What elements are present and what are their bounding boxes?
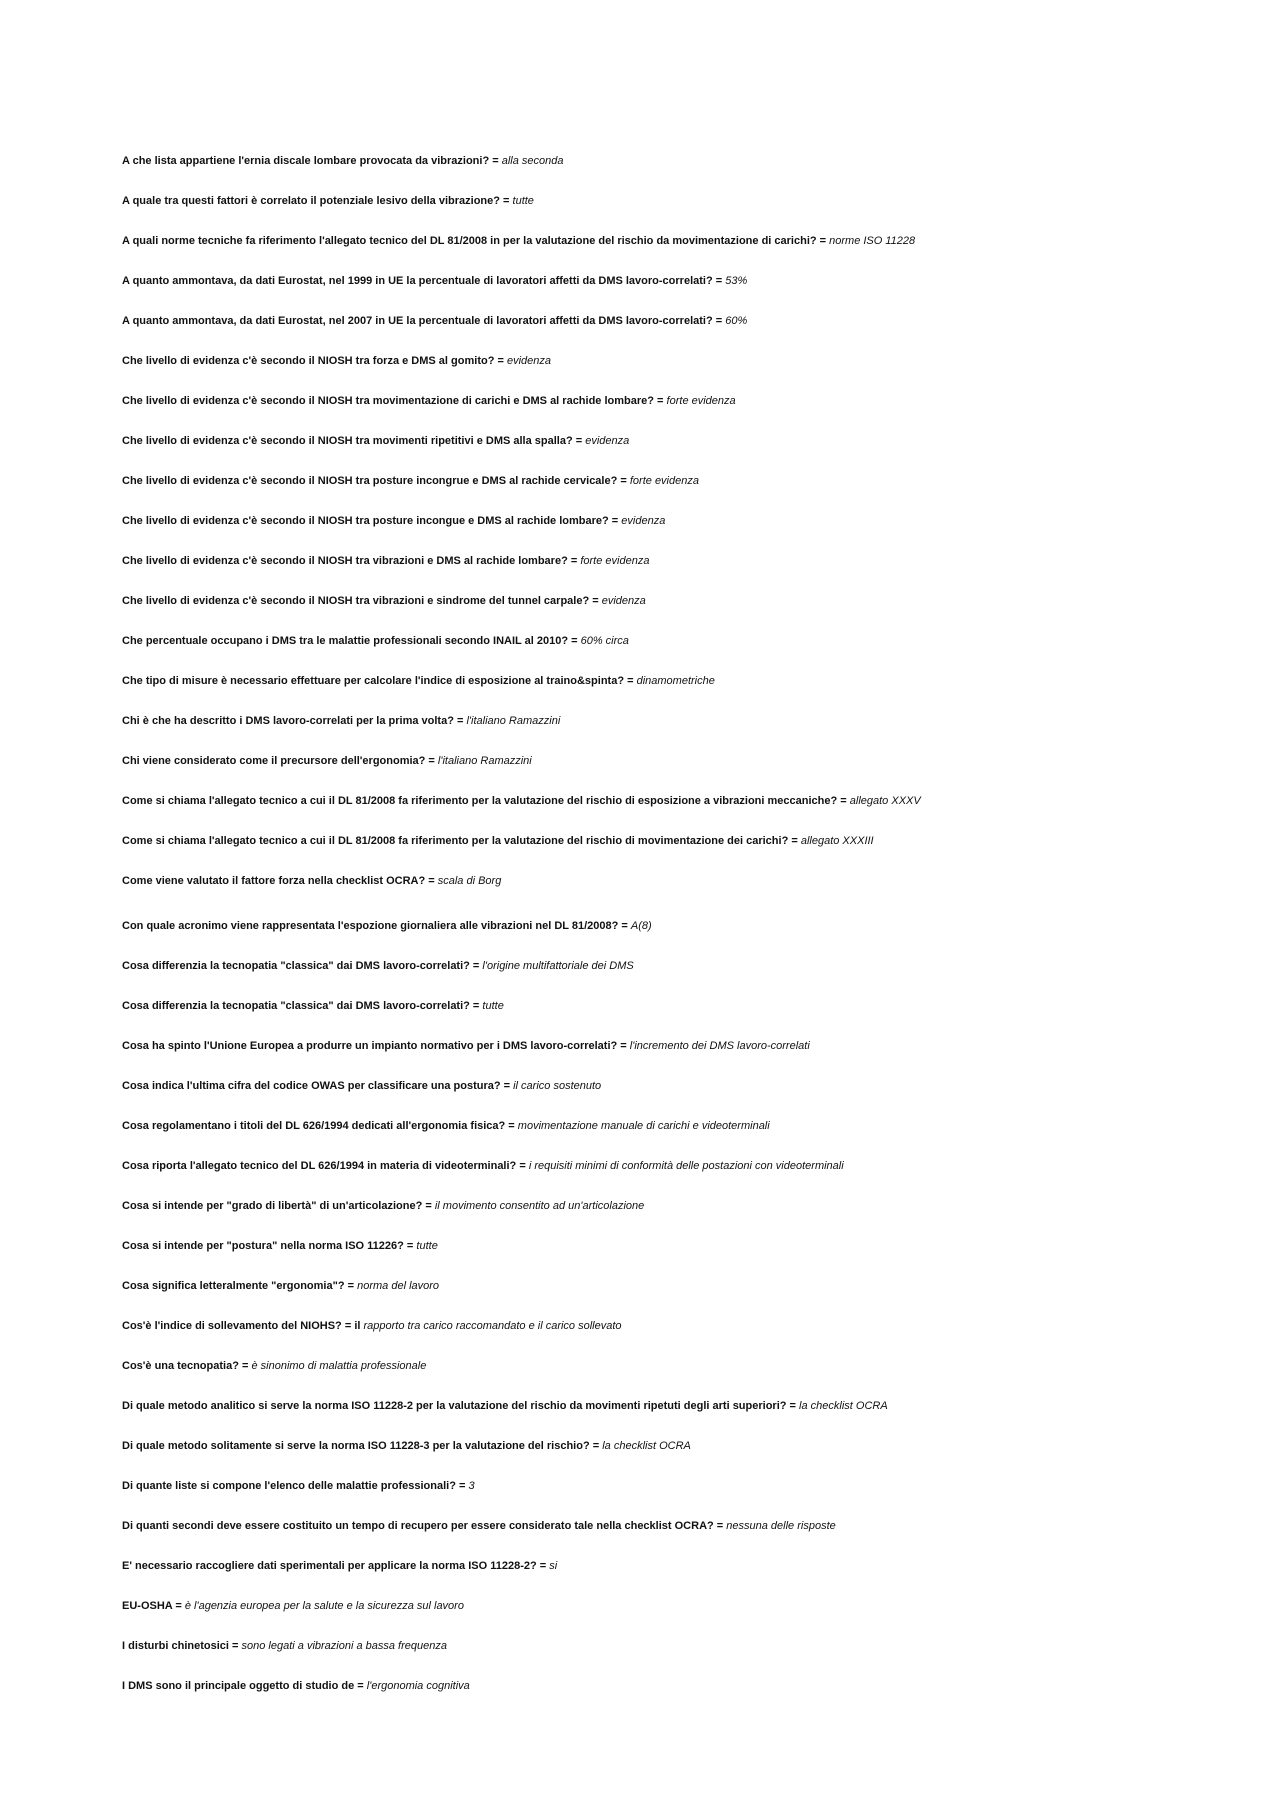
qa-item	[122, 390, 1222, 430]
question-text: Cosa differenzia la tecnopatia "classica" dai DMS lavoro-correlati? =	[122, 960, 480, 972]
qa-item	[122, 150, 1222, 190]
answer-text: 53%	[725, 275, 748, 287]
answer-text: evidenza	[601, 595, 646, 607]
answer-text: alla seconda	[501, 155, 564, 167]
question-text: Che livello di evidenza c'è secondo il NIOSH tra posture incongue e DMS al rachide lombare? =	[122, 515, 619, 527]
question-text: Cosa differenzia la tecnopatia "classica" dai DMS lavoro-correlati? =	[122, 1000, 480, 1012]
question-text: Che livello di evidenza c'è secondo il NIOSH tra forza e DMS al gomito? =	[122, 355, 504, 367]
qa-item	[122, 955, 1222, 995]
answer-text: tutte	[482, 1000, 504, 1012]
question-text: Chi viene considerato come il precursore dell'ergonomia? =	[122, 755, 435, 767]
question-text: Di quale metodo solitamente si serve la norma ISO 11228-3 per la valutazione del rischio? =	[122, 1440, 600, 1452]
answer-text: 3	[468, 1480, 475, 1492]
qa-item	[122, 710, 1222, 750]
answer-text: tutte	[416, 1240, 438, 1252]
answer-text: il movimento consentito ad un'articolazione	[434, 1200, 645, 1212]
question-text: Cos'è l'indice di sollevamento del NIOHS? = il	[122, 1320, 361, 1332]
question-text: Cosa indica l'ultima cifra del codice OWAS per classificare una postura? =	[122, 1080, 511, 1092]
qa-item	[122, 750, 1222, 790]
question-text: Di quante liste si compone l'elenco delle malattie professionali? =	[122, 1480, 466, 1492]
answer-text: l'incremento dei DMS lavoro-correlati	[629, 1040, 810, 1052]
qa-item	[122, 1675, 1222, 1715]
qa-item	[122, 1435, 1222, 1475]
answer-text: 60% circa	[580, 635, 629, 647]
answer-text: forte evidenza	[666, 395, 736, 407]
answer-text: evidenza	[621, 515, 666, 527]
answer-text: norme ISO 11228	[829, 235, 916, 247]
qa-item	[122, 1035, 1222, 1075]
qa-item	[122, 430, 1222, 470]
answer-text: l'italiano Ramazzini	[466, 715, 561, 727]
question-text: Chi è che ha descritto i DMS lavoro-correlati per la prima volta? =	[122, 715, 464, 727]
qa-item	[122, 550, 1222, 590]
qa-item	[122, 510, 1222, 550]
answer-text: sono legati a vibrazioni a bassa frequenza	[241, 1640, 447, 1652]
qa-item	[122, 1635, 1222, 1675]
qa-item	[122, 310, 1222, 350]
question-text: Cosa si intende per "grado di libertà" di un'articolazione? =	[122, 1200, 432, 1212]
qa-item	[122, 670, 1222, 710]
question-text: E' necessario raccogliere dati sperimentali per applicare la norma ISO 11228-2? =	[122, 1560, 547, 1572]
qa-item	[122, 790, 1222, 830]
qa-item	[122, 1195, 1222, 1235]
answer-text: allegato XXXIII	[800, 835, 874, 847]
qa-item	[122, 1355, 1222, 1395]
answer-text: A(8)	[630, 920, 652, 932]
question-text: A quali norme tecniche fa riferimento l'allegato tecnico del DL 81/2008 in per la valutazione del rischio da movimentazione di carichi? =	[122, 235, 827, 247]
answer-text: il carico sostenuto	[513, 1080, 602, 1092]
question-text: I disturbi chinetosici =	[122, 1640, 239, 1652]
answer-text: norma del lavoro	[357, 1280, 440, 1292]
question-text: Cosa ha spinto l'Unione Europea a produrre un impianto normativo per i DMS lavoro-correlati? =	[122, 1040, 627, 1052]
answer-text: l'italiano Ramazzini	[437, 755, 532, 767]
qa-item	[122, 915, 1222, 955]
qa-item	[122, 190, 1222, 230]
question-text: EU-OSHA =	[122, 1600, 182, 1612]
answer-text: l'ergonomia cognitiva	[366, 1680, 470, 1692]
qa-item	[122, 470, 1222, 510]
answer-text: 60%	[725, 315, 748, 327]
answer-text: rapporto tra carico raccomandato e il carico sollevato	[363, 1320, 622, 1332]
answer-text: è l'agenzia europea per la salute e la sicurezza sul lavoro	[184, 1600, 464, 1612]
question-text: Di quale metodo analitico si serve la norma ISO 11228-2 per la valutazione del rischio da movimenti ripetuti degli arti superiori? =	[122, 1400, 796, 1412]
qa-item	[122, 350, 1222, 390]
question-text: Che tipo di misure è necessario effettuare per calcolare l'indice di esposizione al traino&spinta? =	[122, 675, 634, 687]
qa-item	[122, 1395, 1222, 1435]
qa-item	[122, 870, 1222, 915]
qa-item	[122, 1155, 1222, 1195]
qa-item	[122, 1275, 1222, 1315]
question-text: Cosa riporta l'allegato tecnico del DL 626/1994 in materia di videoterminali? =	[122, 1160, 526, 1172]
question-text: Che livello di evidenza c'è secondo il NIOSH tra movimentazione di carichi e DMS al rachide lombare? =	[122, 395, 664, 407]
qa-item	[122, 630, 1222, 670]
question-text: Cosa significa letteralmente "ergonomia"? =	[122, 1280, 355, 1292]
qa-item	[122, 1555, 1222, 1595]
answer-text: evidenza	[506, 355, 552, 367]
question-text: Cos'è una tecnopatia? =	[122, 1360, 249, 1372]
qa-item	[122, 995, 1222, 1035]
qa-item	[122, 830, 1222, 870]
answer-text: la checklist OCRA	[799, 1400, 888, 1412]
qa-item	[122, 1475, 1222, 1515]
qa-item	[122, 1075, 1222, 1115]
answer-text: scala di Borg	[437, 875, 502, 887]
answer-text: evidenza	[585, 435, 630, 447]
qa-item	[122, 1595, 1222, 1635]
question-text: Come si chiama l'allegato tecnico a cui il DL 81/2008 fa riferimento per la valutazione del rischio di esposizione a vibrazioni meccaniche? =	[122, 795, 847, 807]
question-text: A che lista appartiene l'ernia discale lombare provocata da vibrazioni? =	[122, 155, 499, 167]
answer-text: i requisiti minimi di conformità delle postazioni con videoterminali	[528, 1160, 844, 1172]
answer-text: movimentazione manuale di carichi e videoterminali	[517, 1120, 770, 1132]
question-text: Che livello di evidenza c'è secondo il NIOSH tra vibrazioni e sindrome del tunnel carpale? =	[122, 595, 599, 607]
answer-text: tutte	[512, 195, 534, 207]
answer-text: è sinonimo di malattia professionale	[251, 1360, 427, 1372]
question-text: Cosa regolamentano i titoli del DL 626/1994 dedicati all'ergonomia fisica? =	[122, 1120, 515, 1132]
answer-text: la checklist OCRA	[602, 1440, 691, 1452]
question-text: Con quale acronimo viene rappresentata l'espozione giornaliera alle vibrazioni nel DL 81/2008? =	[122, 920, 628, 932]
qa-item	[122, 230, 1222, 270]
answer-text: nessuna delle risposte	[726, 1520, 836, 1532]
question-text: A quanto ammontava, da dati Eurostat, nel 2007 in UE la percentuale di lavoratori affetti da DMS lavoro-correlati? =	[122, 315, 723, 327]
question-text: Come si chiama l'allegato tecnico a cui il DL 81/2008 fa riferimento per la valutazione del rischio di movimentazione dei carichi? =	[122, 835, 798, 847]
answer-text: forte evidenza	[580, 555, 650, 567]
question-text: A quale tra questi fattori è correlato il potenziale lesivo della vibrazione? =	[122, 195, 510, 207]
qa-item	[122, 1235, 1222, 1275]
question-text: Che livello di evidenza c'è secondo il NIOSH tra movimenti ripetitivi e DMS alla spalla? =	[122, 435, 583, 447]
answer-text: dinamometriche	[636, 675, 715, 687]
question-text: I DMS sono il principale oggetto di studio de =	[122, 1680, 364, 1692]
question-text: Di quanti secondi deve essere costituito un tempo di recupero per essere considerato tale nella checklist OCRA? =	[122, 1520, 724, 1532]
answer-text: si	[549, 1560, 558, 1572]
question-text: Cosa si intende per "postura" nella norma ISO 11226? =	[122, 1240, 414, 1252]
qa-item	[122, 270, 1222, 310]
qa-item	[122, 1115, 1222, 1155]
question-text: Che livello di evidenza c'è secondo il NIOSH tra posture incongrue e DMS al rachide cervicale? =	[122, 475, 627, 487]
qa-item	[122, 1515, 1222, 1555]
question-text: Che percentuale occupano i DMS tra le malattie professionali secondo INAIL al 2010? =	[122, 635, 578, 647]
question-text: A quanto ammontava, da dati Eurostat, nel 1999 in UE la percentuale di lavoratori affetti da DMS lavoro-correlati? =	[122, 275, 723, 287]
question-text: Che livello di evidenza c'è secondo il NIOSH tra vibrazioni e DMS al rachide lombare? =	[122, 555, 578, 567]
answer-text: forte evidenza	[629, 475, 699, 487]
answer-text: allegato XXXV	[849, 795, 921, 807]
qa-item	[122, 590, 1222, 630]
qa-list	[122, 150, 1222, 1715]
question-text: Come viene valutato il fattore forza nella checklist OCRA? =	[122, 875, 435, 887]
qa-item	[122, 1315, 1222, 1355]
answer-text: l'origine multifattoriale dei DMS	[482, 960, 634, 972]
